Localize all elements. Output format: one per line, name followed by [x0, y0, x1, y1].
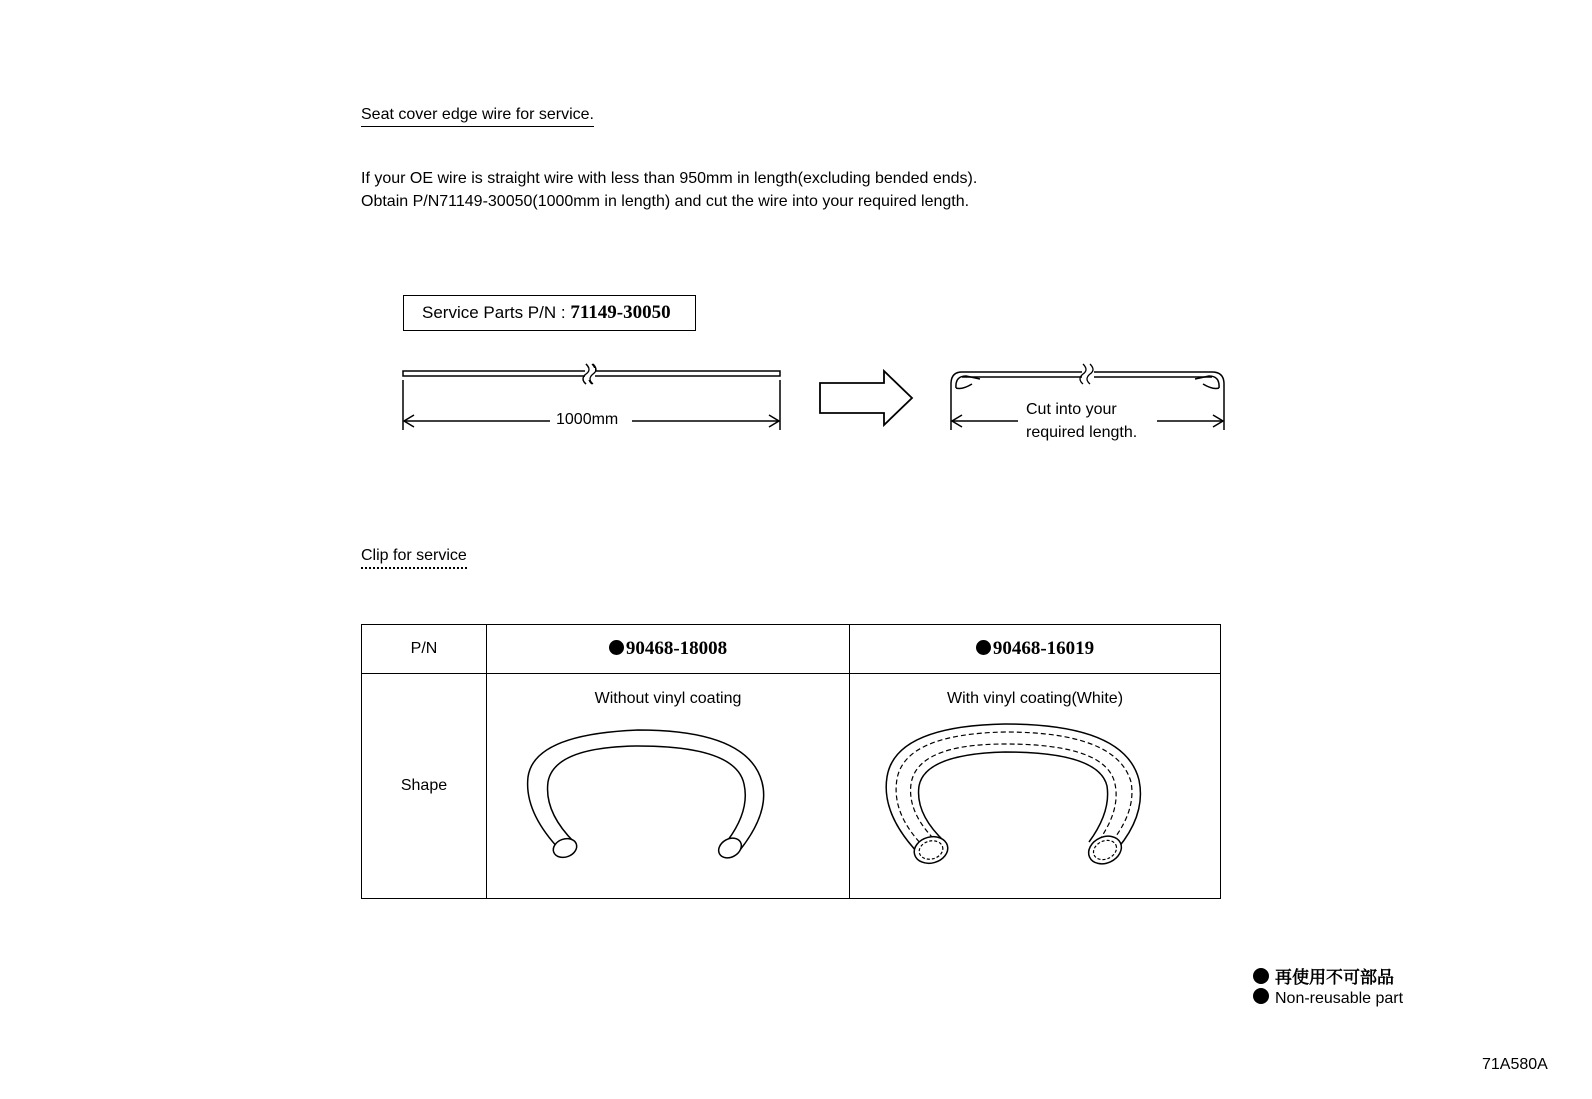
row-header-shape: Shape: [362, 674, 487, 899]
cut-label-line-1: Cut into your: [1026, 401, 1117, 418]
clip-2-shape-cell: [850, 674, 1221, 899]
row-header-pn: P/N: [362, 625, 487, 674]
c-clip-plain-icon: [518, 722, 818, 882]
right-arrow-icon: [820, 371, 912, 425]
clip-table: [361, 624, 1221, 899]
service-parts-label: Service Parts P/N :: [422, 303, 566, 322]
clip-2-part-number: 90468-16019: [992, 638, 1095, 659]
c-clip-coated-icon: [885, 722, 1185, 882]
clip-1-part-number: 90468-18008: [625, 638, 728, 659]
non-reusable-dot-icon: [976, 640, 991, 655]
non-reusable-dot-icon: [609, 640, 624, 655]
clip-1-description: Without vinyl coating: [594, 690, 742, 707]
non-reusable-dot-icon: [1253, 988, 1269, 1004]
clip-1-shape-cell: [487, 674, 850, 899]
wire-instruction-line-1: If your OE wire is straight wire with less than 950mm in length(excluding bended ends).: [361, 170, 978, 187]
figure-code: 71A580A: [1482, 1056, 1548, 1073]
length-label: 1000mm: [556, 411, 619, 428]
table-row-pn: [362, 625, 1221, 674]
clip-1-pn-cell: [487, 625, 850, 674]
legend-jp: 再使用不可部品: [1253, 963, 1394, 988]
wire-section-heading: Seat cover edge wire for service.: [361, 106, 594, 127]
non-reusable-dot-icon: [1253, 968, 1269, 984]
cut-label-line-2: required length.: [1026, 424, 1138, 441]
service-parts-number: 71149-30050: [570, 302, 671, 323]
clip-2-pn-cell: [850, 625, 1221, 674]
table-row-shape: [362, 674, 1221, 899]
clip-2-description: With vinyl coating(White): [946, 690, 1124, 707]
legend-en: Non-reusable part: [1253, 988, 1403, 1008]
bent-wire-drawing: [951, 364, 1224, 430]
clip-section-heading: Clip for service: [361, 547, 467, 569]
wire-instruction-line-2: Obtain P/N71149-30050(1000mm in length) and cut the wire into your required length.: [361, 193, 970, 210]
